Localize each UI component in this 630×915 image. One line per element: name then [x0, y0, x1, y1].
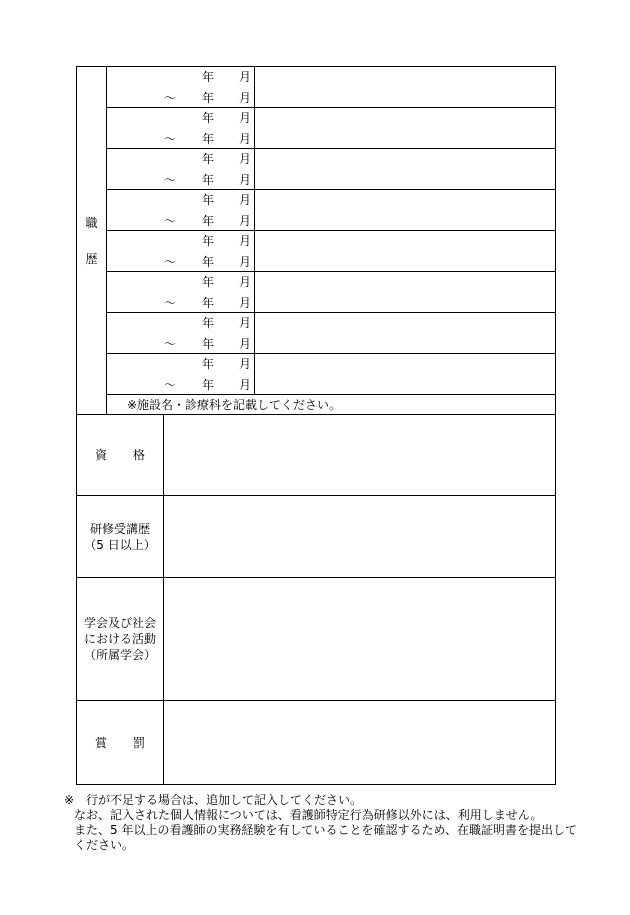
footnote-mark: ※ — [64, 793, 75, 807]
society-field[interactable] — [164, 578, 556, 701]
society-label-line2: における活動 — [83, 632, 156, 646]
period-start-year: 年 — [202, 234, 215, 248]
society-label-line3: （所属学会） — [83, 648, 156, 662]
footnote-line-1 — [64, 793, 584, 808]
period-tilde: ～ — [164, 337, 177, 351]
period-end-month: 月 — [239, 91, 252, 105]
career-description-field[interactable] — [255, 190, 556, 231]
period-start-month: 月 — [239, 152, 252, 166]
period-tilde: ～ — [164, 91, 177, 105]
other-sections — [77, 415, 556, 785]
footnote-line-4: ください。 — [74, 838, 135, 852]
career-note: ※施設名・診療科を記載してください。 — [107, 395, 556, 415]
footnote-line-2: なお、記入された個人情報については、看護師特定行為研修以外には、利用しません。 — [74, 808, 543, 822]
career-description-field[interactable] — [255, 231, 556, 272]
period-tilde: ～ — [164, 378, 177, 392]
career-period-cell[interactable] — [107, 354, 255, 395]
career-row — [77, 231, 556, 272]
awards-label — [77, 701, 164, 785]
period-start-month: 月 — [239, 357, 252, 371]
period-tilde: ～ — [164, 214, 177, 228]
period-start-year: 年 — [202, 70, 215, 84]
period-end-year: 年 — [202, 378, 215, 392]
career-label-gap — [77, 230, 106, 252]
awards-label-a: 賞 — [95, 735, 108, 750]
period-end-month: 月 — [239, 337, 252, 351]
period-end-year: 年 — [202, 91, 215, 105]
period-start-year: 年 — [202, 316, 215, 330]
training-field[interactable] — [164, 496, 556, 578]
period-start-year: 年 — [202, 275, 215, 289]
career-row — [77, 354, 556, 395]
career-label-bottom: 歴 — [85, 251, 98, 266]
period-end-month: 月 — [239, 255, 252, 269]
career-period-cell[interactable] — [107, 149, 255, 190]
awards-label-b: 罰 — [132, 735, 145, 750]
career-row — [77, 190, 556, 231]
career-description-field[interactable] — [255, 313, 556, 354]
career-description-field[interactable] — [255, 354, 556, 395]
career-row — [77, 149, 556, 190]
period-end-year: 年 — [202, 337, 215, 351]
career-description-field[interactable] — [255, 108, 556, 149]
footnote-line-3: また、5 年以上の看護師の実務経験を有していることを確認するため、在職証明書を提出して — [74, 823, 577, 837]
training-row — [77, 496, 556, 578]
career-side-label — [77, 67, 107, 415]
period-end-year: 年 — [202, 255, 215, 269]
training-label-line2: （5 日以上） — [84, 537, 156, 552]
period-start-month: 月 — [239, 111, 252, 125]
career-label-top: 職 — [85, 215, 98, 230]
career-period-cell[interactable] — [107, 231, 255, 272]
qualifications-label — [77, 415, 164, 496]
period-end-month: 月 — [239, 378, 252, 392]
society-row — [77, 578, 556, 701]
society-label — [77, 578, 164, 701]
career-period-cell[interactable] — [107, 313, 255, 354]
period-end-year: 年 — [202, 214, 215, 228]
awards-field[interactable] — [164, 701, 556, 785]
career-period-cell[interactable] — [107, 272, 255, 313]
period-start-year: 年 — [202, 357, 215, 371]
qualifications-row — [77, 415, 556, 496]
qualifications-label-b: 格 — [132, 448, 145, 462]
career-description-field[interactable] — [255, 67, 556, 108]
career-period-cell[interactable] — [107, 190, 255, 231]
period-tilde: ～ — [164, 255, 177, 269]
footnote — [64, 793, 584, 853]
training-label — [77, 496, 164, 578]
qualifications-field[interactable] — [164, 415, 556, 496]
career-description-field[interactable] — [255, 272, 556, 313]
career-description-field[interactable] — [255, 149, 556, 190]
period-end-year: 年 — [202, 173, 215, 187]
period-end-month: 月 — [239, 296, 252, 310]
period-start-month: 月 — [239, 234, 252, 248]
career-form-table — [76, 66, 556, 785]
period-start-year: 年 — [202, 152, 215, 166]
period-start-month: 月 — [239, 193, 252, 207]
period-end-month: 月 — [239, 214, 252, 228]
footnote-text-1: 行が不足する場合は、追加して記入してください。 — [86, 793, 363, 807]
period-end-year: 年 — [202, 296, 215, 310]
period-start-month: 月 — [239, 316, 252, 330]
period-start-year: 年 — [202, 111, 215, 125]
awards-row — [77, 701, 556, 785]
training-label-line1: 研修受講歴 — [89, 521, 150, 536]
period-end-month: 月 — [239, 173, 252, 187]
career-row — [77, 108, 556, 149]
society-label-line1: 学会及び社会 — [83, 616, 156, 630]
career-section — [77, 67, 556, 415]
qualifications-label-a: 資 — [95, 448, 108, 462]
period-start-month: 月 — [239, 275, 252, 289]
period-start-month: 月 — [239, 70, 252, 84]
career-row — [77, 67, 556, 108]
career-period-cell[interactable] — [107, 108, 255, 149]
career-row — [77, 313, 556, 354]
period-end-month: 月 — [239, 132, 252, 146]
period-tilde: ～ — [164, 296, 177, 310]
career-note-row — [77, 395, 556, 415]
career-period-cell[interactable] — [107, 67, 255, 108]
period-end-year: 年 — [202, 132, 215, 146]
period-start-year: 年 — [202, 193, 215, 207]
period-tilde: ～ — [164, 132, 177, 146]
career-row — [77, 272, 556, 313]
period-tilde: ～ — [164, 173, 177, 187]
